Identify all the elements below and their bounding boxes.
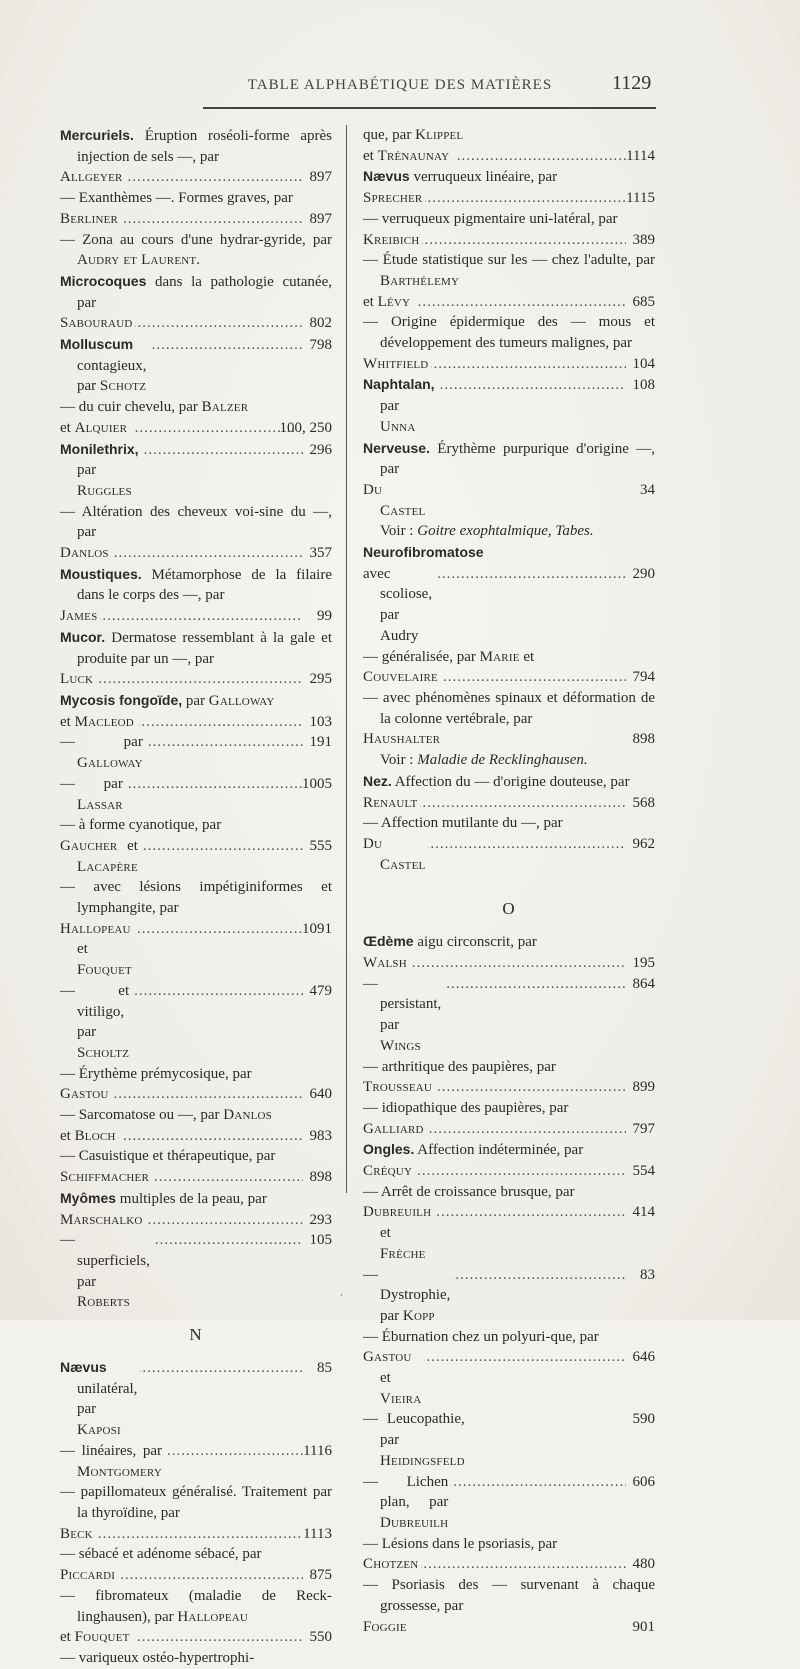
index-entry: Microcoques dans la pathologie cutanée, par Sabouraud ..... 802 bbox=[60, 271, 332, 334]
page-ref: 389 bbox=[632, 231, 655, 248]
index-entry: — Exanthèmes —. Formes graves, par Berliner ..... 897 bbox=[60, 188, 332, 229]
page-ref: 1114 bbox=[626, 147, 655, 164]
index-entry: — Arrêt de croissance brusque, par Dubreuilh et Frèche ..... 414 bbox=[363, 1182, 655, 1265]
page-ref: 901 bbox=[632, 1618, 655, 1635]
page-ref: 899 bbox=[632, 1079, 655, 1096]
page-ref: 34 bbox=[640, 481, 655, 498]
page-number: 1129 bbox=[612, 72, 652, 94]
page-ref: 108 bbox=[632, 377, 655, 394]
left-column bbox=[60, 125, 332, 1669]
page-ref: 802 bbox=[309, 315, 332, 332]
index-entry: — Lésions dans le psoriasis, par Chotzen ..... 480 bbox=[363, 1534, 655, 1575]
index-entry: — papillomateux généralisé. Traitement par la thyroïdine, par Beck ..... 1113 bbox=[60, 1482, 332, 1544]
index-entry: — généralisée, par Marie et Couvelaire ..... 794 bbox=[363, 647, 655, 688]
page-ref: 85 bbox=[317, 1360, 332, 1377]
index-entry: — et vitiligo, par Scholtz ..... 479 bbox=[60, 981, 332, 1064]
page-ref: 875 bbox=[309, 1567, 332, 1584]
index-entry: Neurofibromatose avec scoliose, par Audry ..... 290 bbox=[363, 542, 655, 647]
index-entry: Nez. Affection du — d'origine douteuse, par Renault ..... 568 bbox=[363, 771, 655, 813]
page-ref: 606 bbox=[632, 1473, 655, 1490]
index-entry: — sébacé et adénome sébacé, par Piccardi ..... 875 bbox=[60, 1544, 332, 1585]
page-ref: 99 bbox=[317, 608, 332, 625]
index-entry: que, par Klippel et Trénaunay ..... 1114 bbox=[363, 125, 655, 166]
page-ref: 357 bbox=[309, 545, 332, 562]
section-letter-n: N bbox=[189, 1325, 203, 1345]
page-ref: 191 bbox=[309, 734, 332, 751]
page-ref: 590 bbox=[632, 1411, 655, 1428]
index-entry: — par Galloway ..... 191 bbox=[60, 732, 332, 773]
page-ref: 195 bbox=[632, 955, 655, 972]
index-entry: — persistant, par Wings ..... 864 bbox=[363, 974, 655, 1057]
index-entry: Mercuriels. Éruption roséoli-forme après injection de sels —, par Allgeyer ..... 897 bbox=[60, 125, 332, 188]
index-entry: — Affection mutilante du —, par Du Castel ..... 962 bbox=[363, 813, 655, 875]
index-entry: — du cuir chevelu, par Balzer et Alquier ..... 100, 250 bbox=[60, 397, 332, 438]
page-ref: 554 bbox=[632, 1163, 655, 1180]
index-entry: — Leucopathie, par Heidingsfeld 590 bbox=[363, 1411, 655, 1469]
index-entry: Monilethrix, par Ruggles ..... 296 bbox=[60, 439, 332, 502]
right-column bbox=[363, 125, 655, 1637]
index-entry: — par Lassar ..... 1005 bbox=[60, 774, 332, 815]
page-ref: 100, 250 bbox=[279, 419, 332, 436]
index-entry: Œdème aigu circonscrit, par Walsh ..... 195 bbox=[363, 931, 655, 973]
index-entry: — Origine épidermique des — mous et développement des tumeurs malignes, par Whitfield ..... 104 bbox=[363, 312, 655, 374]
index-entry: — avec phénomènes spinaux et déformation de la colonne vertébrale, par Haushalter 898 bbox=[363, 688, 655, 750]
page-ref: 798 bbox=[309, 337, 332, 354]
page-ref: 290 bbox=[632, 565, 655, 582]
index-entry: — Étude statistique sur les — chez l'adulte, par Barthélemy et Lévy ..... 685 bbox=[363, 250, 655, 312]
index-entry: Molluscum contagieux, par Schotz ..... 798 bbox=[60, 334, 332, 397]
index-entry: — Sarcomatose ou —, par Danlos et Bloch ..... 983 bbox=[60, 1105, 332, 1146]
index-entry: Nævus unilatéral, par Kaposi ..... 85 bbox=[60, 1357, 332, 1441]
page-ref: 103 bbox=[309, 713, 332, 730]
page-ref: 296 bbox=[309, 441, 332, 458]
index-entry: — idiopathique des paupières, par Galliard ..... 797 bbox=[363, 1098, 655, 1139]
page-ref: 1113 bbox=[303, 1525, 332, 1542]
index-entry: Moustiques. Métamorphose de la filaire dans le corps des —, par James ..... 99 bbox=[60, 564, 332, 627]
index-entry: — verruqueux pigmentaire uni-latéral, par Kreibich ..... 389 bbox=[363, 209, 655, 250]
page-ref: 295 bbox=[309, 671, 332, 688]
page-ref: 897 bbox=[309, 169, 332, 186]
page-ref: 1005 bbox=[302, 775, 332, 792]
running-title: TABLE ALPHABÉTIQUE DES MATIÈRES bbox=[247, 77, 553, 93]
page-ref: 83 bbox=[640, 1266, 655, 1283]
index-entry: Nævus verruqueux linéaire, par Sprecher ..... 1115 bbox=[363, 166, 655, 208]
index-entry: — superficiels, par Roberts ..... 105 bbox=[60, 1230, 332, 1313]
page-ref: 1115 bbox=[626, 190, 655, 207]
page-ref: 479 bbox=[309, 982, 332, 999]
header-rule bbox=[203, 107, 656, 109]
index-entry: — Zona au cours d'une hydrar-gyride, par Audry et Laurent. bbox=[60, 231, 332, 269]
page-ref: 797 bbox=[632, 1120, 655, 1137]
cross-reference: Voir : Goitre exophtalmique, Tabes. bbox=[380, 523, 594, 540]
index-entry: Myômes multiples de la peau, par Marschalko ..... 293 bbox=[60, 1188, 332, 1230]
index-entry: — linéaires, par Montgomery ..... 1116 bbox=[60, 1441, 332, 1482]
index-entry: — à forme cyanotique, par Gaucher et Lacapère ..... 555 bbox=[60, 815, 332, 877]
page-ref: 897 bbox=[309, 210, 332, 227]
page-ref: 568 bbox=[632, 794, 655, 811]
index-entry: Nerveuse. Érythème purpurique d'origine —, par Du Castel 34 bbox=[363, 439, 655, 519]
page-ref: 1116 bbox=[303, 1442, 332, 1459]
index-entry: Naphtalan, par Unna ..... 108 bbox=[363, 374, 655, 437]
index-entry: Mucor. Dermatose ressemblant à la gale et produite par un —, par Luck ..... 295 bbox=[60, 627, 332, 690]
page-ref: 983 bbox=[309, 1127, 332, 1144]
index-entry: Mycosis fongoïde, par Galloway et Macleod ..... 103 bbox=[60, 690, 332, 732]
index-entry: — Dystrophie, par Kopp ..... 83 bbox=[363, 1265, 655, 1327]
index-entry: — Érythème prémycosique, par Gastou ..... 640 bbox=[60, 1064, 332, 1105]
column-divider bbox=[346, 125, 347, 1193]
page-ref: 864 bbox=[632, 975, 655, 992]
section-letter-o: O bbox=[502, 899, 516, 919]
page-ref: 293 bbox=[309, 1211, 332, 1228]
page-ref: 646 bbox=[632, 1349, 655, 1366]
page-ref: 104 bbox=[632, 355, 655, 372]
index-entry: — variqueux ostéo-hypertrophi- bbox=[60, 1649, 255, 1666]
index-entry: — Psoriasis des — survenant à chaque grossesse, par Foggie 901 bbox=[363, 1575, 655, 1637]
page-ref: 794 bbox=[632, 669, 655, 686]
page-ref: 898 bbox=[309, 1169, 332, 1186]
page-ref: 414 bbox=[632, 1204, 655, 1221]
page-ref: 555 bbox=[309, 837, 332, 854]
index-entry: — arthritique des paupières, par Trousseau ..... 899 bbox=[363, 1057, 655, 1098]
index-entry: — Altération des cheveux voi-sine du —, par Danlos ..... 357 bbox=[60, 502, 332, 564]
index-entry: — Casuistique et thérapeutique, par Schiffmacher ..... 898 bbox=[60, 1146, 332, 1187]
index-entry: — avec lésions impétiginiformes et lymphangite, par Hallopeau et Fouquet ..... 1091 bbox=[60, 877, 332, 981]
page-ref: 480 bbox=[632, 1556, 655, 1573]
page-ref: 962 bbox=[632, 835, 655, 852]
page-ref: 550 bbox=[309, 1629, 332, 1646]
index-entry: — fibromateux (maladie de Reck-linghausen), par Hallopeau et Fouquet ..... 550 bbox=[60, 1586, 332, 1648]
cross-reference: Voir : Maladie de Recklinghausen. bbox=[380, 752, 588, 769]
printer-mark: , bbox=[340, 1287, 344, 1298]
page-ref: 105 bbox=[309, 1232, 332, 1249]
page-ref: 685 bbox=[632, 293, 655, 310]
index-entry: — Lichen plan, par Dubreuilh ..... 606 bbox=[363, 1472, 655, 1534]
page-ref: 1091 bbox=[302, 920, 332, 937]
page-ref: 640 bbox=[309, 1086, 332, 1103]
index-entry: Ongles. Affection indéterminée, par Créquy ..... 554 bbox=[363, 1139, 655, 1181]
index-entry: — Éburnation chez un polyuri-que, par Gastou et Vieira ..... 646 bbox=[363, 1327, 655, 1410]
page-ref: 898 bbox=[632, 731, 655, 748]
